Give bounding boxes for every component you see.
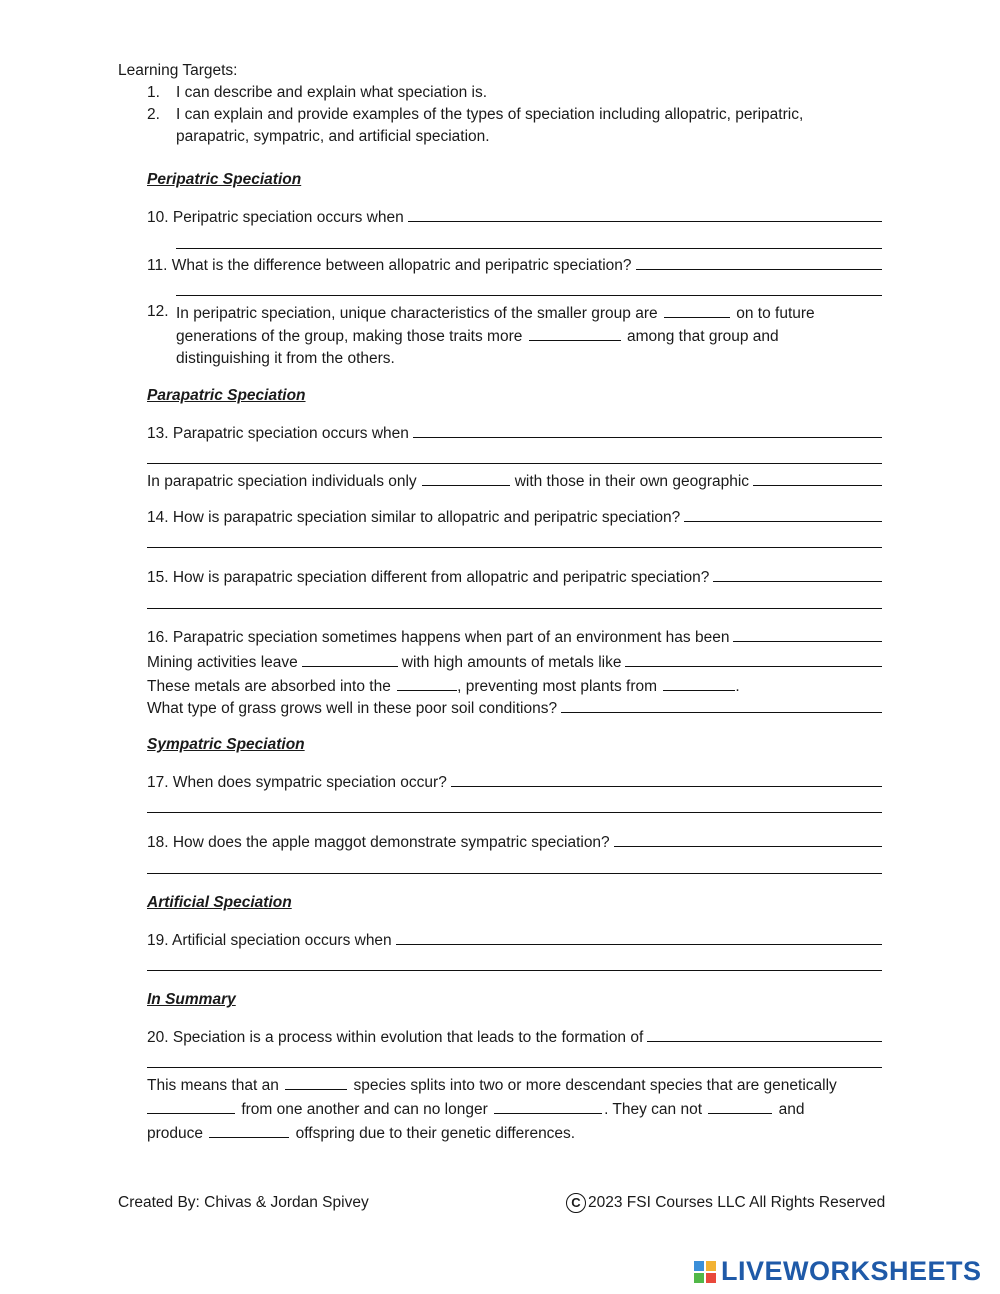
answer-blank[interactable] — [663, 675, 735, 691]
question-text: 11. What is the difference between allopatric and peripatric speciation? — [147, 257, 632, 274]
question-18 — [147, 832, 882, 853]
question-text: on to future — [736, 305, 815, 322]
summary-line3 — [147, 1122, 575, 1144]
summary-text: from one another and can no longer — [241, 1101, 488, 1118]
summary-text: species splits into two or more descendant species that are genetically — [353, 1077, 837, 1094]
answer-blank[interactable] — [664, 302, 730, 318]
question-16 — [147, 627, 882, 648]
question-text: with high amounts of metals like — [401, 654, 622, 671]
logo-block — [694, 1261, 704, 1271]
target-number: 1. — [147, 84, 160, 101]
section-heading-artificial: Artificial Speciation — [147, 894, 292, 911]
question-12-line3: distinguishing it from the others. — [176, 350, 395, 367]
answer-blank[interactable] — [209, 1122, 289, 1138]
answer-line[interactable] — [147, 970, 882, 971]
question-text: . — [735, 678, 740, 695]
question-20 — [147, 1027, 882, 1048]
question-text: What type of grass grows well in these poor soil conditions? — [147, 700, 558, 717]
question-text: 15. How is parapatric speciation different from allopatric and peripatric speciation? — [147, 569, 710, 586]
answer-line[interactable] — [176, 248, 882, 249]
target-text: parapatric, sympatric, and artificial speciation. — [176, 128, 490, 145]
question-13 — [147, 423, 882, 444]
answer-line[interactable] — [147, 873, 882, 874]
question-text: 20. Speciation is a process within evolution that leads to the formation of — [147, 1029, 644, 1046]
answer-blank[interactable] — [413, 423, 882, 438]
target-text: I can describe and explain what speciation is. — [176, 84, 488, 101]
question-text: , preventing most plants from — [457, 678, 658, 695]
question-19 — [147, 930, 882, 951]
answer-line[interactable] — [176, 295, 882, 296]
answer-line[interactable] — [147, 608, 882, 609]
learning-targets-title: Learning Targets: — [118, 62, 238, 79]
summary-text: . They can not — [604, 1101, 703, 1118]
answer-blank[interactable] — [708, 1098, 772, 1114]
logo-text: LIVEWORKSHEETS — [721, 1256, 982, 1286]
answer-blank[interactable] — [408, 207, 882, 222]
question-12-number: 12. — [147, 303, 169, 320]
answer-blank[interactable] — [451, 772, 882, 787]
answer-blank[interactable] — [285, 1074, 347, 1090]
answer-blank[interactable] — [147, 1098, 235, 1114]
answer-blank[interactable] — [561, 698, 882, 713]
question-text: 18. How does the apple maggot demonstrate sympatric speciation? — [147, 834, 610, 851]
answer-blank[interactable] — [422, 470, 510, 486]
summary-text: produce — [147, 1125, 204, 1142]
answer-blank[interactable] — [636, 255, 882, 270]
summary-text: This means that an — [147, 1077, 279, 1094]
summary-line1 — [147, 1074, 837, 1096]
question-16-line3 — [147, 675, 740, 697]
question-10 — [147, 207, 882, 228]
logo-block — [706, 1273, 716, 1283]
answer-blank[interactable] — [302, 651, 398, 667]
answer-blank[interactable] — [614, 832, 882, 847]
footer-copyright — [566, 1193, 885, 1213]
question-text: 19. Artificial speciation occurs when — [147, 932, 392, 949]
question-text: 10. Peripatric speciation occurs when — [147, 209, 404, 226]
question-text: generations of the group, making those traits more — [176, 328, 523, 345]
question-text: 17. When does sympatric speciation occur? — [147, 774, 447, 791]
answer-blank[interactable] — [647, 1027, 882, 1042]
section-heading-sympatric: Sympatric Speciation — [147, 736, 305, 753]
question-text: Mining activities leave — [147, 654, 298, 671]
section-heading-peripatric: Peripatric Speciation — [147, 171, 302, 188]
question-text: 14. How is parapatric speciation similar to allopatric and peripatric speciation? — [147, 509, 681, 526]
copyright-icon: C — [566, 1193, 586, 1213]
answer-blank[interactable] — [397, 675, 457, 691]
logo-blocks-icon — [694, 1261, 716, 1283]
logo-block — [694, 1273, 704, 1283]
question-text: In peripatric speciation, unique characteristics of the smaller group are — [176, 305, 658, 322]
question-text: among that group and — [626, 328, 779, 345]
answer-line[interactable] — [147, 812, 882, 813]
question-14 — [147, 507, 882, 528]
answer-line[interactable] — [147, 463, 882, 464]
footer-created-by: Created By: Chivas & Jordan Spivey — [118, 1194, 369, 1211]
question-text: 16. Parapatric speciation sometimes happens when part of an environment has been — [147, 629, 730, 646]
answer-blank[interactable] — [684, 507, 882, 522]
answer-blank[interactable] — [713, 567, 882, 582]
summary-line2 — [147, 1098, 805, 1120]
question-11 — [147, 255, 882, 276]
question-16-line2 — [147, 651, 882, 673]
question-text: In parapatric speciation individuals only — [147, 473, 417, 490]
target-text: I can explain and provide examples of the types of speciation including allopatric, peripatric, — [176, 106, 804, 123]
section-heading-summary: In Summary — [147, 991, 236, 1008]
question-16-line4 — [147, 698, 882, 719]
summary-text: offspring due to their genetic differences. — [295, 1125, 576, 1142]
answer-blank[interactable] — [396, 930, 882, 945]
question-text: These metals are absorbed into the — [147, 678, 391, 695]
question-17 — [147, 772, 882, 793]
question-13-followup — [147, 470, 882, 492]
answer-blank[interactable] — [625, 652, 882, 667]
answer-line[interactable] — [147, 547, 882, 548]
target-number: 2. — [147, 106, 160, 123]
question-text: 13. Parapatric speciation occurs when — [147, 425, 409, 442]
section-heading-parapatric: Parapatric Speciation — [147, 387, 306, 404]
question-text: with those in their own geographic — [514, 473, 750, 490]
summary-text: and — [778, 1101, 805, 1118]
liveworksheets-logo[interactable] — [694, 1256, 982, 1287]
copyright-text: 2023 FSI Courses LLC All Rights Reserved — [588, 1194, 886, 1211]
answer-blank[interactable] — [733, 627, 882, 642]
question-12-line2 — [176, 325, 779, 347]
answer-line[interactable] — [147, 1067, 882, 1068]
question-12-line1 — [176, 302, 815, 324]
answer-blank[interactable] — [753, 471, 882, 486]
answer-blank[interactable] — [529, 325, 621, 341]
answer-blank[interactable] — [494, 1098, 602, 1114]
logo-block — [706, 1261, 716, 1271]
question-15 — [147, 567, 882, 588]
